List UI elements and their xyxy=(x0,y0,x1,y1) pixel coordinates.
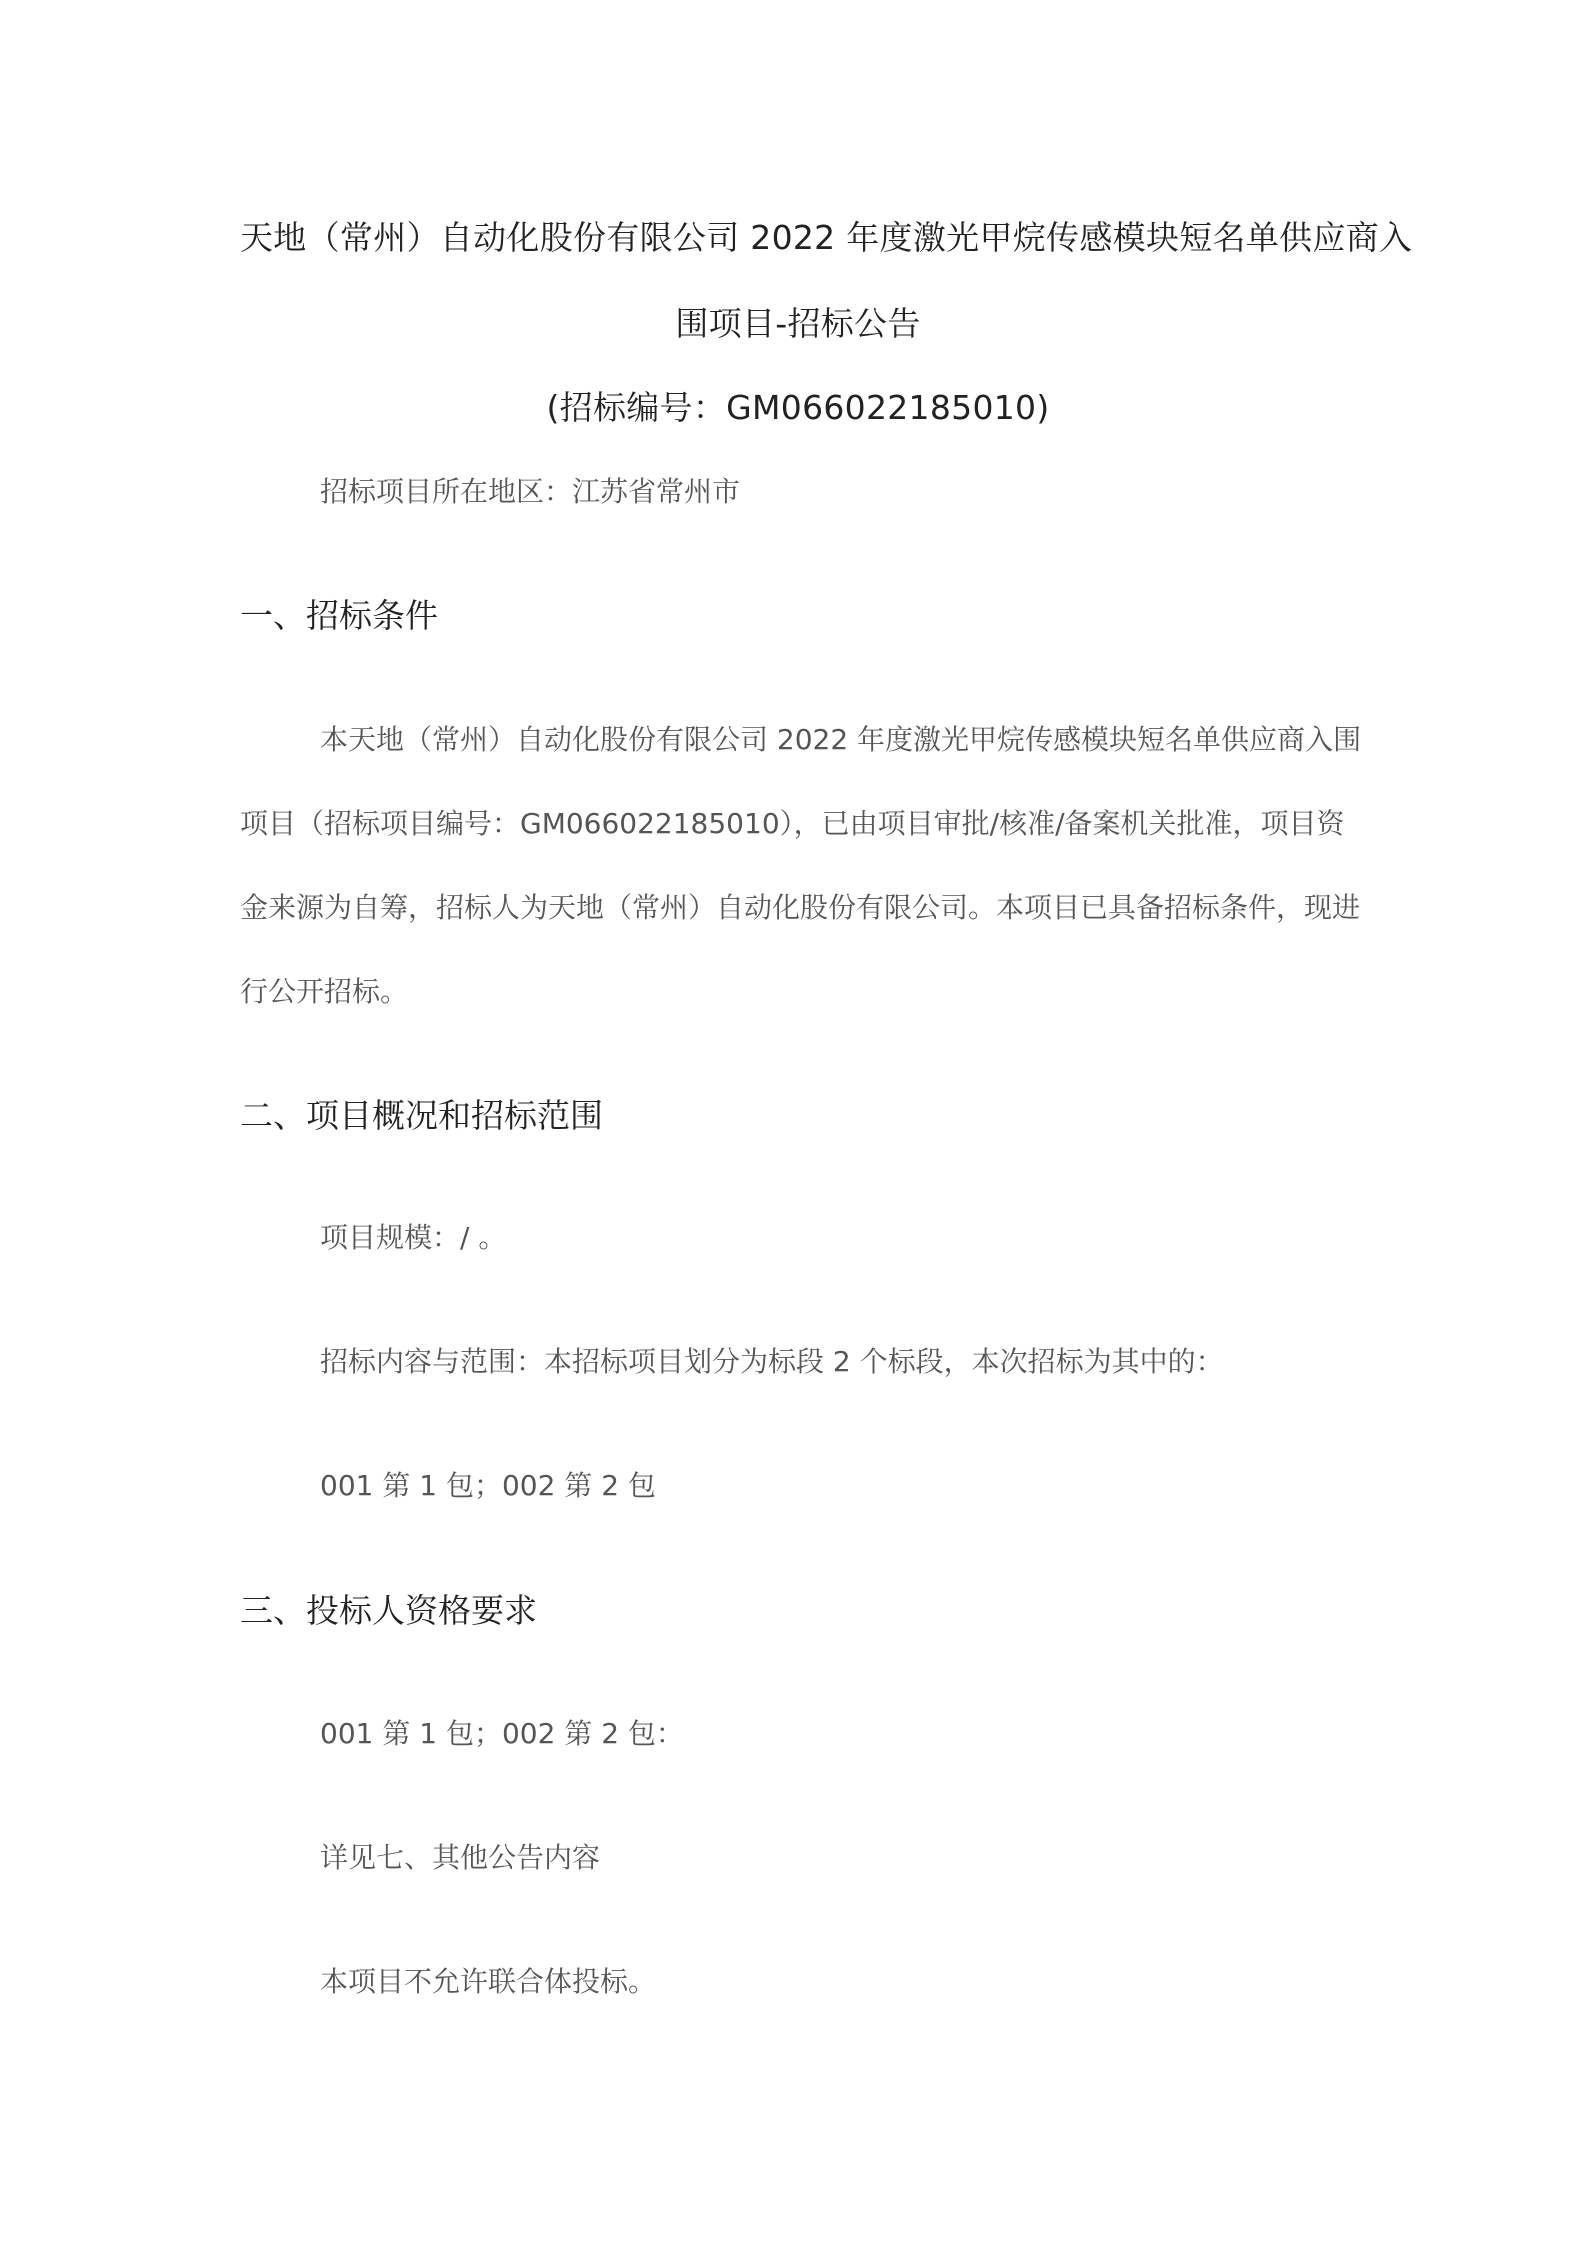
paragraph-line: 项目（招标项目编号：GM066022185010），已由项目审批/核准/备案机关批准，项目资 xyxy=(240,807,1345,840)
qualification-detail: 详见七、其他公告内容 xyxy=(320,1841,601,1874)
section-heading-bid-conditions: 一、招标条件 xyxy=(240,596,438,635)
bid-content-scope: 招标内容与范围：本招标项目划分为标段 2 个标段，本次招标为其中的： xyxy=(320,1345,1224,1378)
consortium-note: 本项目不允许联合体投标。 xyxy=(320,1965,657,1998)
paragraph-line: 本天地（常州）自动化股份有限公司 2022 年度激光甲烷传感模块短名单供应商入围 xyxy=(320,723,1362,756)
paragraph-line: 金来源为自筹，招标人为天地（常州）自动化股份有限公司。本项目已具备招标条件，现进 xyxy=(240,891,1361,924)
bid-number: (招标编号：GM066022185010) xyxy=(546,388,1050,427)
title-line-1: 天地（常州）自动化股份有限公司 2022 年度激光甲烷传感模块短名单供应商入 xyxy=(240,218,1413,257)
paragraph-line: 行公开招标。 xyxy=(240,975,409,1008)
package-list: 001 第 1 包；002 第 2 包 xyxy=(320,1469,656,1502)
qualification-packages: 001 第 1 包；002 第 2 包： xyxy=(320,1717,684,1750)
section-heading-bidder-qualifications: 三、投标人资格要求 xyxy=(240,1591,537,1630)
project-region: 招标项目所在地区：江苏省常州市 xyxy=(320,475,741,508)
title-line-2: 围项目-招标公告 xyxy=(675,304,921,343)
project-scale: 项目规模：/ 。 xyxy=(320,1221,507,1254)
section-heading-project-overview: 二、项目概况和招标范围 xyxy=(240,1096,603,1135)
